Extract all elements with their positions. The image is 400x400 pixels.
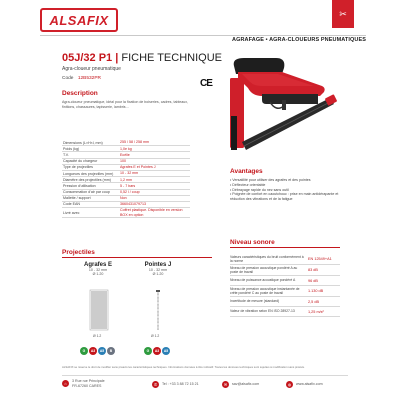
spec-value: 3660431079713 <box>120 202 146 207</box>
spec-key: Livré avec <box>63 210 80 215</box>
sound-key: Valeurs caractéristiques du bruit conformément à la norme <box>230 254 304 263</box>
mail-icon: ✉ <box>223 382 228 387</box>
product-code <box>62 76 101 81</box>
compat-badge: G <box>144 347 152 355</box>
code-label: Code <box>62 76 74 81</box>
spec-value: 100 <box>120 158 126 163</box>
spec-key: Type de projectiles <box>63 165 93 170</box>
brand-logo <box>40 8 118 32</box>
spec-key: Mallette / support <box>63 196 91 201</box>
address-line-2: FR-67260 CARES <box>72 383 102 388</box>
sound-divider <box>230 247 340 248</box>
sound-value: EN 12549+A1 <box>308 257 332 261</box>
sound-row <box>230 254 340 265</box>
location-icon: ⌂ <box>62 380 69 387</box>
spec-value: 10 - 32 mm <box>120 171 139 176</box>
spec-row <box>62 208 190 218</box>
projectile-name: Agrafes E <box>83 262 112 268</box>
spec-value: 5 - 7 bars <box>120 183 136 188</box>
projectile-agrafes <box>74 262 122 276</box>
projectile-diameter: Ø 1.20 <box>92 272 104 276</box>
sound-value: 96 dB <box>308 278 318 283</box>
sound-key: Niveau de puissance acoustique pondéré A <box>230 278 296 283</box>
advantage-item: • Débrayage rapide du nez sans outil <box>230 187 289 192</box>
footer-divider <box>62 375 348 376</box>
agrafes-compat-badges <box>80 347 115 355</box>
corner-tab <box>332 0 354 28</box>
spec-key: Diamètre des projectiles (mm) <box>63 177 111 182</box>
sound-key: Niveau de pression acoustique instantanée de crête pondéré C au poste de travail <box>230 286 300 295</box>
projectile-range: 10 - 32 mm <box>88 268 108 272</box>
tools-icon: ✂ <box>339 8 347 19</box>
footer-phone <box>152 381 199 388</box>
spec-key: Code EAN <box>63 202 80 207</box>
spec-key: Longueurs des projectiles (mm) <box>63 171 114 176</box>
sound-value: 1,25 m/s² <box>308 309 324 314</box>
description-text: Agra-cloueur pneumatique, idéal pour la fixation de boiseries, cadres, tableaux, finitions, chassaures, tapisserie, lambris… <box>62 100 189 109</box>
sound-value: 83 dB <box>308 268 318 272</box>
compat-badge: A5 <box>99 349 105 353</box>
projectile-diameter: Ø 1.20 <box>152 272 164 276</box>
sound-row <box>230 265 340 276</box>
category-label: AGRAFAGE • AGRA-CLOUEURS PNEUMATIQUES <box>232 37 366 43</box>
spec-value: Ecélie <box>120 152 130 157</box>
description-heading: Description <box>62 90 98 97</box>
product-subtitle: Agra-cloueur pneumatique <box>62 66 121 72</box>
logo-text: ALSAFIX <box>40 8 118 32</box>
sound-row <box>230 276 340 286</box>
spec-key: T.V. <box>63 152 69 157</box>
ce-mark: CE <box>200 78 212 89</box>
advantages-list <box>230 178 340 202</box>
sound-table <box>230 254 340 317</box>
spec-value: Coffret plastique. Disponible en version BOX en option <box>120 208 183 217</box>
sound-key: Incertitude de mesure (standard) <box>230 299 280 304</box>
compat-badge: A5 <box>163 349 169 353</box>
spec-key: Poids (kg) <box>63 146 80 151</box>
disclaimer: ALSAFIX se réserve le droit de modifier sans préavis les caractéristiques techniques. Informations données à titre indicatif. Toutes les données techniques sont sujettes à modification sans préavis. <box>62 365 305 369</box>
spec-value: Non <box>120 196 127 201</box>
sound-value: 1.130 dB <box>308 289 324 293</box>
projectile-range: 10 - 32 mm <box>148 268 168 272</box>
projectile-pointes <box>134 262 182 276</box>
staple-diagram <box>84 288 114 332</box>
pointes-dia-bottom: Ø 1.2 <box>151 334 160 338</box>
spec-key: Dimensions (L×H×l, mm) <box>63 140 103 145</box>
projectiles-divider <box>62 257 212 258</box>
spec-value: 255 / 58 / 258 mm <box>120 140 149 145</box>
code-value: 12B532PR <box>77 76 102 81</box>
advantages-section <box>230 168 340 202</box>
advantage-item: • Poignée de confort en caoutchouc : prise en main antidérapante et réduction des vibrations et de la fatigue <box>230 192 339 202</box>
advantage-item: • Déflecteur orientable <box>230 182 266 187</box>
compat-badge: G <box>80 347 88 355</box>
sound-row <box>230 286 340 297</box>
footer-web[interactable] <box>286 381 323 388</box>
spec-value: 1,0e kg <box>120 146 132 151</box>
doc-type: FICHE TECHNIQUE <box>121 52 222 64</box>
projectiles-heading: Projectiles <box>62 249 95 256</box>
sound-row <box>230 297 340 307</box>
nailer-tool-image <box>222 56 342 156</box>
projectile-name: Pointes J <box>144 262 172 268</box>
address-line-1: 3 Rue rue Principale <box>72 379 105 383</box>
compat-badge: A3 <box>154 349 160 353</box>
sound-key: Niveau de pression acoustique pondéré A au poste de travail <box>230 265 298 274</box>
model-name: 05J/32 P1 <box>62 52 113 64</box>
title-separator: | <box>115 52 119 64</box>
spec-table <box>62 140 190 218</box>
spec-value: 1,2 mm <box>120 177 132 182</box>
spec-key: Capacité du chargeur <box>63 159 98 164</box>
globe-icon: ◍ <box>287 382 292 387</box>
phone-icon: ✆ <box>153 382 158 387</box>
footer-email[interactable] <box>222 381 259 388</box>
sound-heading: Niveau sonore <box>230 239 275 246</box>
page-title <box>62 52 222 64</box>
spec-key: Consommation d'air par coup <box>63 190 110 195</box>
web-link[interactable]: www.alsafix.com <box>296 382 323 387</box>
agrafes-dia-bottom: Ø 1.2 <box>93 334 102 338</box>
footer-address <box>62 379 105 388</box>
spec-value: Agrafes E et Pointes J <box>120 165 156 170</box>
advantage-item: • Versatilité pour utiliser des agrafes et des pointes <box>230 178 311 182</box>
sound-key: Valeur de vibration selon EN ISO 28927-13 <box>230 309 295 314</box>
phone-text: Tel : +33 3 88 72 15 21 <box>162 382 199 387</box>
spec-value: 0,52 l / coup <box>120 189 140 194</box>
compat-badge: A3 <box>90 349 96 353</box>
sound-row <box>230 307 340 317</box>
spec-key: Pression d'utilisation <box>63 183 96 188</box>
compat-badge: B <box>107 347 115 355</box>
header-divider <box>40 35 366 36</box>
pointes-compat-badges <box>144 347 170 355</box>
brad-diagram <box>146 288 170 332</box>
advantages-heading: Avantages <box>230 168 263 175</box>
sound-value: 2,5 dB <box>308 299 319 304</box>
email-link[interactable]: sav@alsafix.com <box>232 382 260 387</box>
